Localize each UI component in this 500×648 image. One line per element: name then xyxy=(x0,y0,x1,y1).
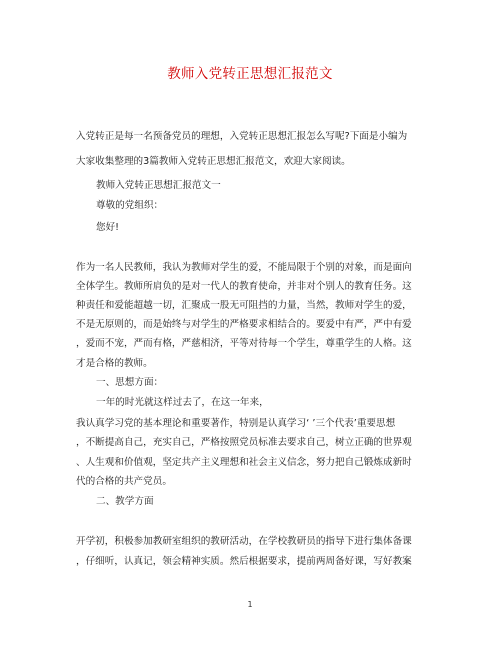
salutation: 尊敬的党组织： xyxy=(96,200,164,211)
paragraph-line: 我认真学习党的基本理论和重要著作，特别是认真学习‘ ’三个代表’重要思想 xyxy=(76,418,396,429)
paragraph-line: ，爱而不宠，严而有格，严慈相济，平等对待每一个学生，尊重学生的人格。这 xyxy=(76,338,412,349)
document-title: 教师入党转正思想汇报范文 xyxy=(167,66,333,82)
paragraph-line: 不是无原则的，而是始终与对学生的严格要求相结合的。要爱中有严，严中有爱 xyxy=(76,319,412,330)
paragraph-line: 全体学生。教师所肩负的是对一代人的教育使命，并非对个别人的教育任务。这 xyxy=(76,281,412,292)
section-heading: 一、思想方面： xyxy=(96,377,164,388)
paragraph-line: 入党转正是每一名预备党员的理想，入党转正思想汇报怎么写呢?下面是小编为 xyxy=(76,131,408,142)
paragraph-line: 一年的时光就这样过去了，在这一年来， xyxy=(96,397,269,408)
paragraph-line: 大家收集整理的3篇教师入党转正思想汇报范文，欢迎大家阅读。 xyxy=(76,156,351,167)
section-heading: 教师入党转正思想汇报范文一 xyxy=(96,180,221,191)
section-heading: 二、教学方面 xyxy=(96,496,154,507)
paragraph-line: 才是合格的教师。 xyxy=(76,358,153,369)
paragraph-line: 作为一名人民教师，我认为教师对学生的爱，不能局限于个别的对象，而是面向 xyxy=(76,262,412,273)
paragraph-line: 开学初，积极参加教研室组织的教研活动，在学校教研员的指导下进行集体备课 xyxy=(76,536,412,547)
page-number: 1 xyxy=(247,600,253,609)
greeting: 您好! xyxy=(96,222,120,233)
paragraph-line: 代的合格的共产党员。 xyxy=(76,476,172,487)
paragraph-line: 种责任和爱能超越一切，汇聚成一股无可阻挡的力量，当然，教师对学生的爱， xyxy=(76,300,412,311)
paragraph-line: 、人生观和价值观，坚定共产主义理想和社会主义信念，努力把自己锻炼成新时 xyxy=(76,457,412,468)
paragraph-line: ，不断提高自己，充实自己，严格按照党员标准去要求自己，树立正确的世界观 xyxy=(76,437,412,448)
paragraph-line: ，仔细听，认真记，领会精神实质。然后根据要求，提前两周备好课，写好教案 xyxy=(76,556,412,567)
